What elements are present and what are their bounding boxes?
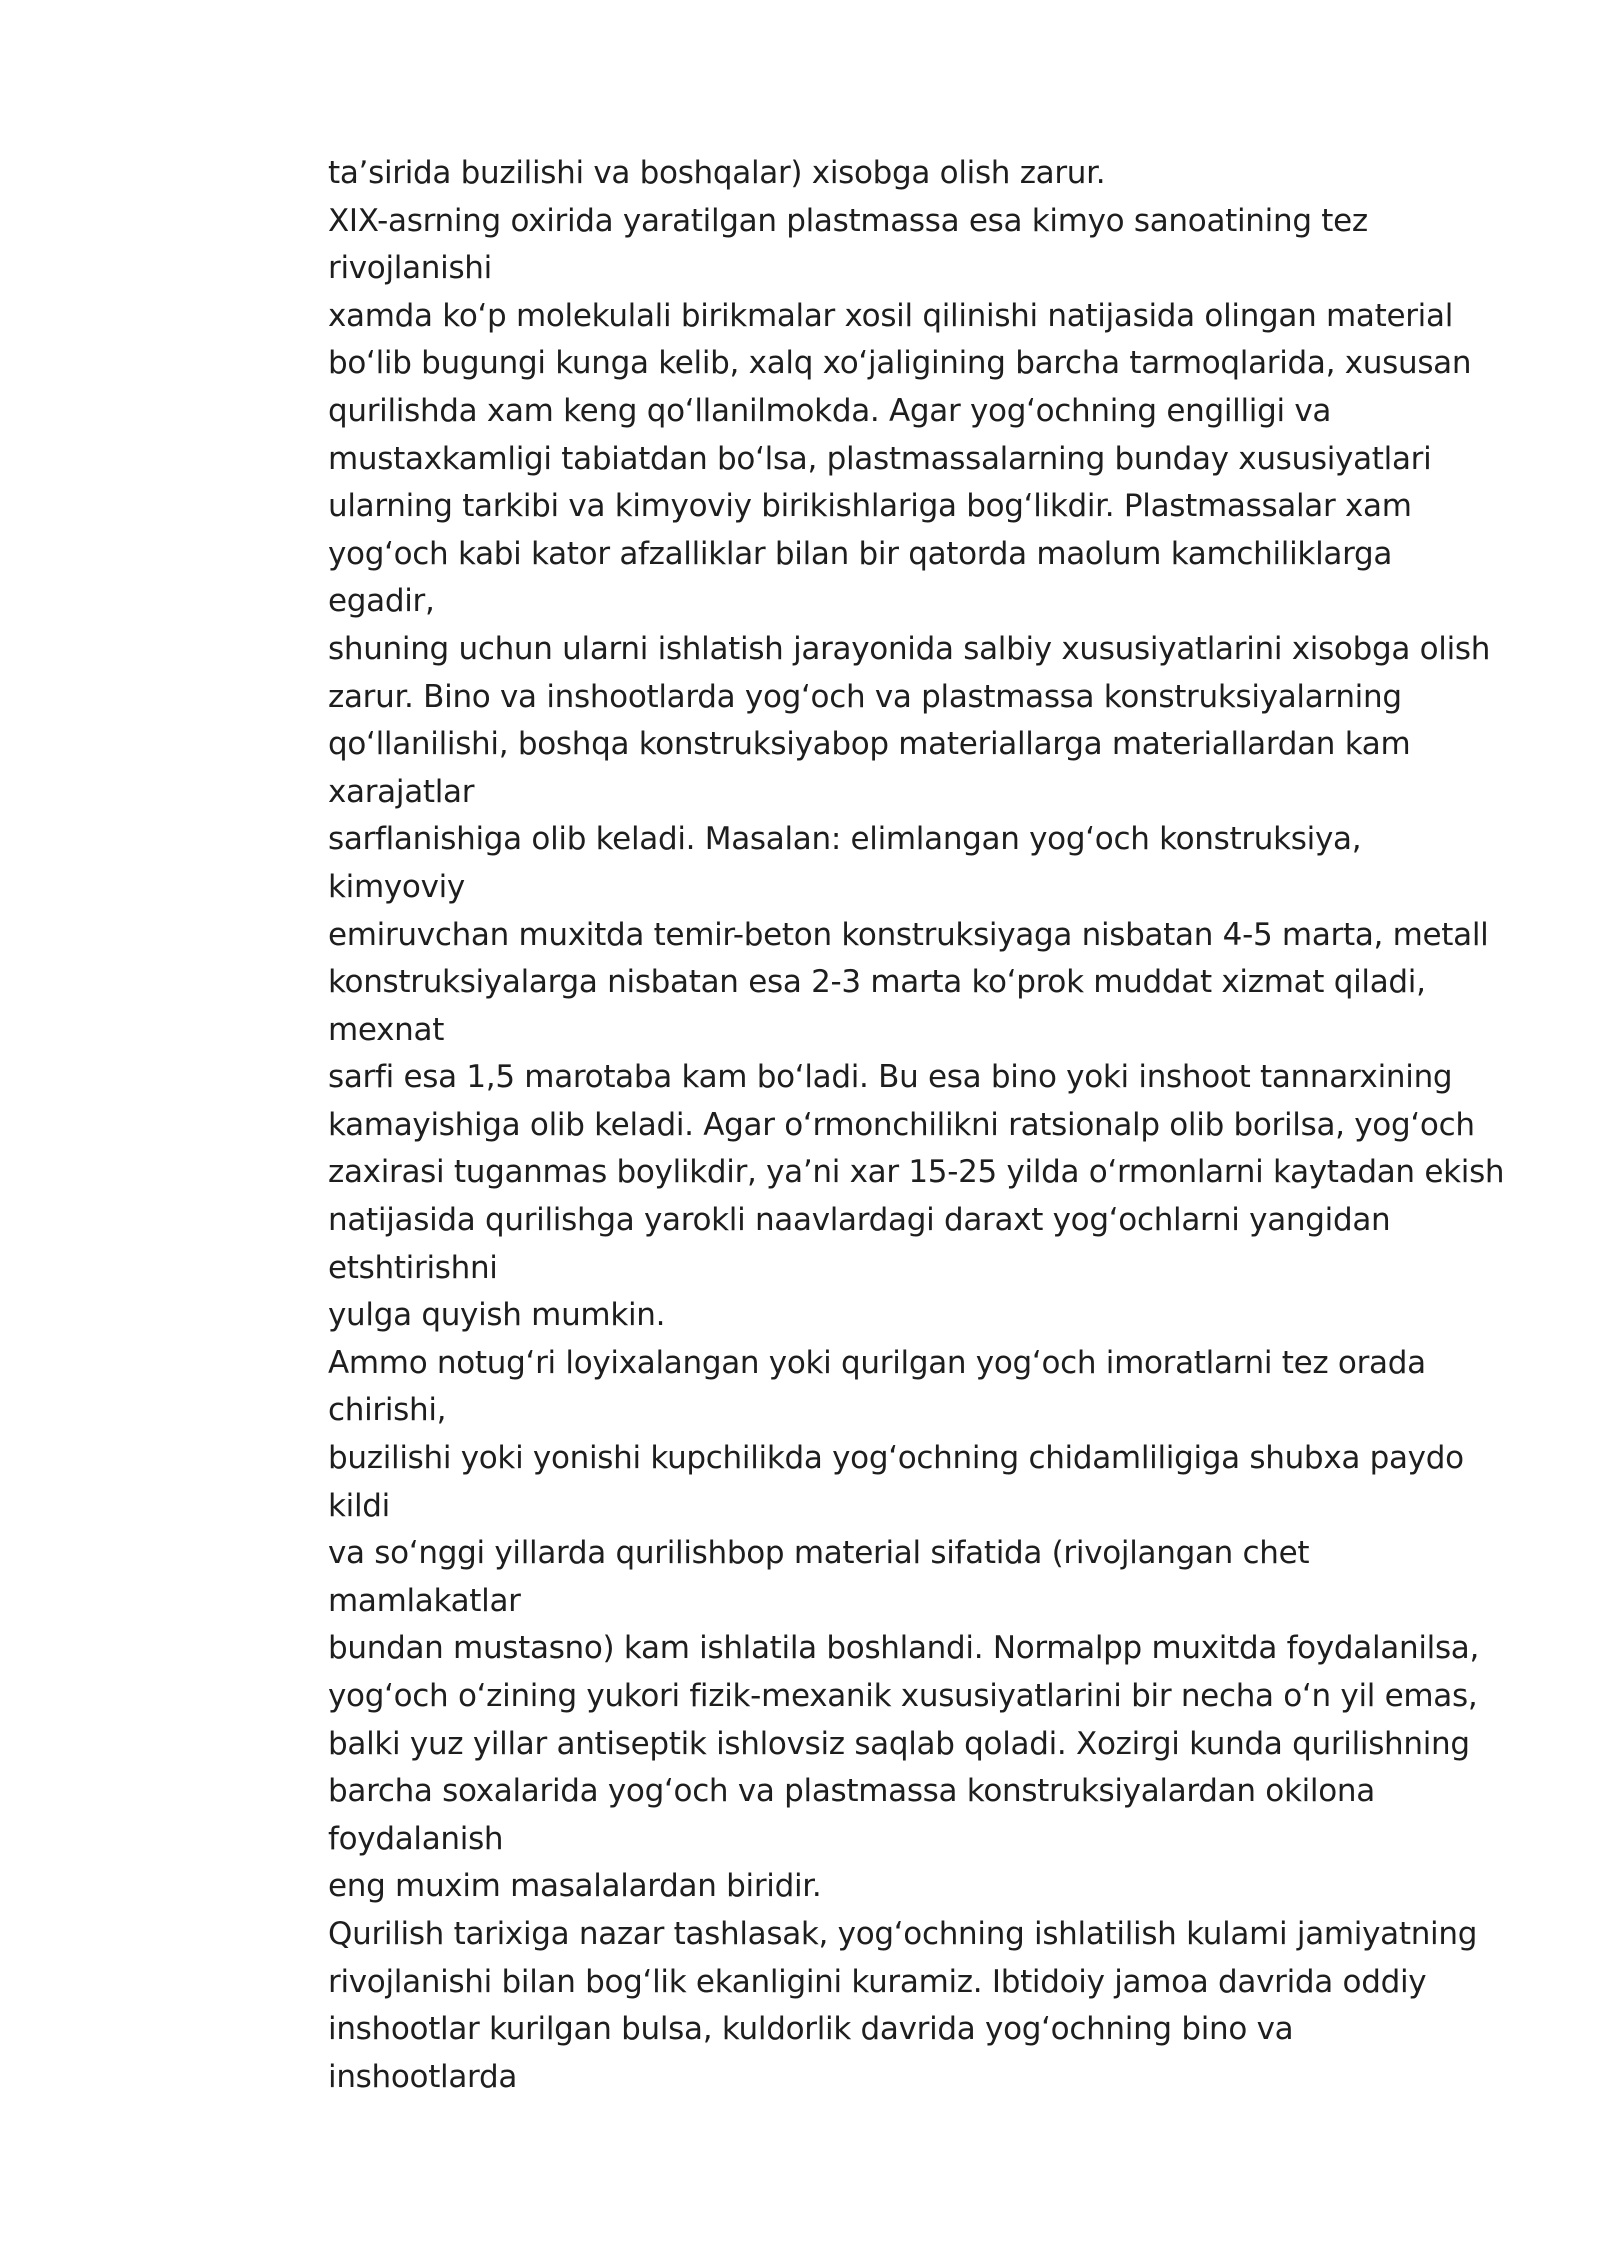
text-line: ularning tarkibi va kimyoviy birikishlariga bog‘likdir. Plastmassalar xam [328, 488, 1412, 525]
text-line: inshootlarda [328, 2058, 518, 2095]
text-line: qurilishda xam keng qo‘llanilmokda. Agar yog‘ochning engilligi va [328, 392, 1332, 429]
text-line: zarur. Bino va inshootlarda yog‘och va plastmassa konstruksiyalarning [328, 678, 1402, 715]
text-line: eng muxim masalalardan biridir. [328, 1868, 822, 1905]
text-line: inshootlar kurilgan bulsa, kuldorlik davrida yog‘ochning bino va [328, 2011, 1294, 2048]
text-line: mustaxkamligi tabiatdan bo‘lsa, plastmassalarning bunday xususiyatlari [328, 440, 1432, 477]
text-line: qo‘llanilishi, boshqa konstruksiyabop materiallarga materiallardan kam [328, 726, 1411, 763]
text-line: mexnat [328, 1011, 445, 1048]
text-line: natijasida qurilishga yarokli naavlardagi daraxt yog‘ochlarni yangidan [328, 1202, 1391, 1239]
text-line: shuning uchun ularni ishlatish jarayonida salbiy xususiyatlarini xisobga olish [328, 630, 1491, 667]
text-line: kildi [328, 1487, 390, 1524]
text-line: va so‘nggi yillarda qurilishbop material sifatida (rivojlangan chet [328, 1535, 1310, 1572]
text-line: Ammo notug‘ri loyixalangan yoki qurilgan yog‘och imoratlarni tez orada [328, 1344, 1426, 1381]
text-line: bo‘lib bugungi kunga kelib, xalq xo‘jaligining barcha tarmoqlarida, xususan [328, 345, 1472, 382]
text-line: ta’sirida buzilishi va boshqalar) xisobga olish zarur. [328, 155, 1106, 191]
text-line: yog‘och kabi kator afzalliklar bilan bir qatorda maolum kamchiliklarga [328, 535, 1393, 572]
text-line: emiruvchan muxitda temir-beton konstruksiyaga nisbatan 4-5 marta, metall [328, 916, 1489, 953]
text-line: bundan mustasno) kam ishlatila boshlandi. Normalpp muxitda foydalanilsa, [328, 1630, 1480, 1667]
text-line: Qurilish tarixiga nazar tashlasak, yog‘ochning ishlatilish kulami jamiyatning [328, 1915, 1478, 1952]
text-line: sarfi esa 1,5 marotaba kam bo‘ladi. Bu esa bino yoki inshoot tannarxining [328, 1059, 1453, 1096]
text-line: yulga quyish mumkin. [328, 1297, 666, 1334]
text-line: xamda ko‘p molekulali birikmalar xosil qilinishi natijasida olingan material [328, 297, 1454, 334]
text-line: foydalanish [328, 1820, 504, 1857]
text-line: balki yuz yillar antiseptik ishlovsiz saqlab qoladi. Xozirgi kunda qurilishning [328, 1725, 1470, 1762]
text-line: buzilishi yoki yonishi kupchilikda yog‘ochning chidamliligiga shubxa paydo [328, 1440, 1464, 1477]
text-line: mamlakatlar [328, 1582, 521, 1619]
text-line: barcha soxalarida yog‘och va plastmassa konstruksiyalardan okilona [328, 1773, 1375, 1810]
text-line: konstruksiyalarga nisbatan esa 2-3 marta ko‘prok muddat xizmat qiladi, [328, 964, 1426, 1001]
text-line: zaxirasi tuganmas boylikdir, ya’ni xar 15-25 yilda o‘rmonlarni kaytadan ekish [328, 1154, 1505, 1191]
text-line: kamayishiga olib keladi. Agar o‘rmonchilikni ratsionalp olib borilsa, yog‘och [328, 1106, 1475, 1143]
body-text [328, 150, 1528, 2101]
text-line: rivojlanishi bilan bog‘lik ekanligini kuramiz. Ibtidoiy jamoa davrida oddiy [328, 1963, 1427, 2000]
text-line: etshtirishni [328, 1249, 498, 1286]
text-line: XIX-asrning oxirida yaratilgan plastmassa esa kimyo sanoatining tez [328, 202, 1368, 239]
text-line: xarajatlar [328, 773, 475, 810]
text-line: yog‘och o‘zining yukori fizik-mexanik xususiyatlarini bir necha o‘n yil emas, [328, 1678, 1478, 1714]
text-line: kimyoviy [328, 868, 465, 905]
text-line: egadir, [328, 583, 435, 620]
text-line: rivojlanishi [328, 250, 492, 287]
text-line: sarflanishiga olib keladi. Masalan: elimlangan yog‘och konstruksiya, [328, 821, 1362, 858]
text-line: chirishi, [328, 1392, 447, 1429]
